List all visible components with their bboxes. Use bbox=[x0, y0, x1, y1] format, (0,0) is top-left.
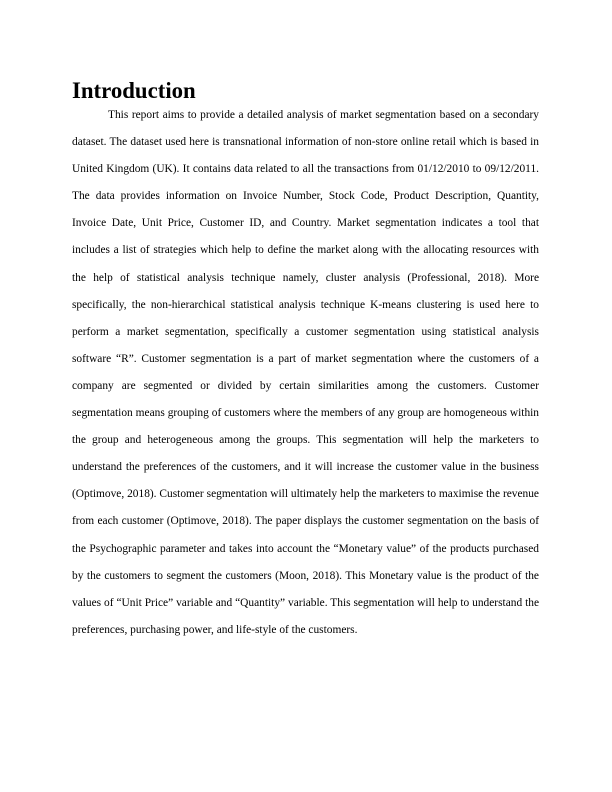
section-heading: Introduction bbox=[72, 78, 196, 103]
page-content bbox=[72, 80, 539, 644]
body-paragraph: This report aims to provide a detailed analysis of market segmentation based on a secondary dataset. The dataset used here is transnational information of non-store online retail which is based in United Kingdom (UK). It contains data related to all the transactions from 01/12/2010 to 09/12/2011. The data provides information on Invoice Number, Stock Code, Product Description, Quantity, Invoice Date, Unit Price, Customer ID, and Country. Market segmentation indicates a tool that includes a list of strategies which help to define the market along with the allocating resources with the help of statistical analysis technique namely, cluster analysis (Professional, 2018). More specifically, the non-hierarchical statistical analysis technique K-means clustering is used here to perform a market segmentation, specifically a customer segmentation using statistical analysis software “R”. Customer segmentation is a part of market segmentation where the customers of a company are segmented or divided by certain similarities among the customers. Customer segmentation means grouping of customers where the members of any group are homogeneous within the group and heterogeneous among the groups. This segmentation will help the marketers to understand the preferences of the customers, and it will increase the customer value in the business (Optimove, 2018). Customer segmentation will ultimately help the marketers to maximise the revenue from each customer (Optimove, 2018). The paper displays the customer segmentation on the basis of the Psychographic parameter and takes into account the “Monetary value” of the products purchased by the customers to segment the customers (Moon, 2018). This Monetary value is the product of the values of “Unit Price” variable and “Quantity” variable. This segmentation will help to understand the preferences, purchasing power, and life-style of the customers. bbox=[72, 109, 539, 636]
